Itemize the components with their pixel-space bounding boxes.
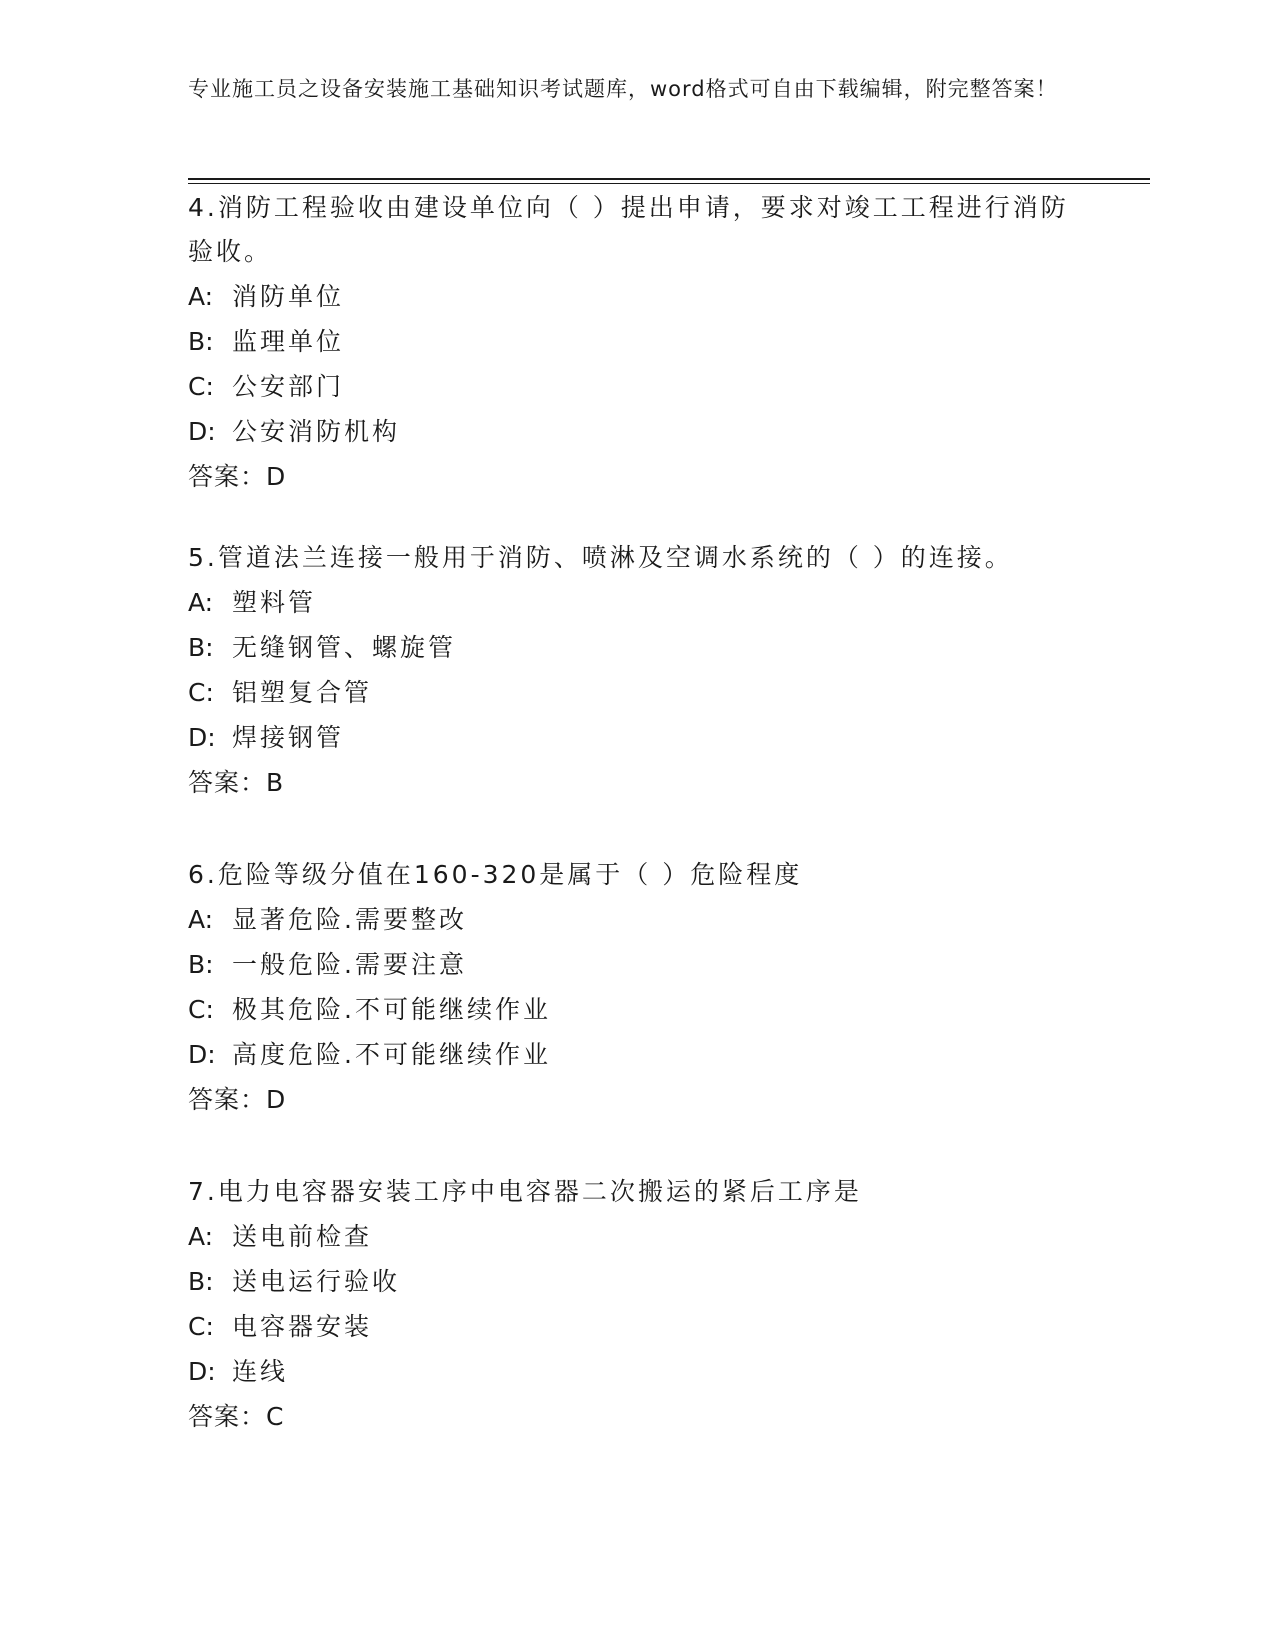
option-letter: C: [188,372,214,401]
option-letter: A: [188,1222,214,1251]
option-a [188,274,1088,319]
question-7 [188,1170,1088,1440]
answer-line: 答案：D [188,1085,287,1114]
option-b [188,625,1088,670]
option-b [188,319,1088,364]
header-divider-thick [188,178,1150,180]
option-letter: D: [188,417,216,446]
option-a [188,580,1088,625]
option-letter: A: [188,905,214,934]
option-d [188,715,1088,760]
question-stem: 7.电力电容器安装工序中电容器二次搬运的紧后工序是 [188,1177,862,1206]
option-text: 公安部门 [232,372,345,401]
question-stem: 6.危险等级分值在160-320是属于（ ）危险程度 [188,860,803,889]
option-text: 监理单位 [232,327,345,356]
option-text: 无缝钢管、螺旋管 [232,633,457,662]
option-letter: D: [188,723,216,752]
option-letter: B: [188,1267,214,1296]
option-letter: A: [188,588,214,617]
option-b [188,942,1088,987]
option-d [188,1349,1088,1394]
option-letter: C: [188,678,214,707]
option-d [188,409,1088,454]
option-text: 送电前检查 [232,1222,373,1251]
option-letter: C: [188,1312,214,1341]
option-text: 电容器安装 [232,1312,373,1341]
question-stem: 5.管道法兰连接一般用于消防、喷淋及空调水系统的（ ）的连接。 [188,543,1013,572]
option-text: 公安消防机构 [232,417,401,446]
option-a [188,1214,1088,1259]
option-a [188,897,1088,942]
option-text: 焊接钢管 [232,723,345,752]
question-4 [188,186,1088,500]
option-c [188,364,1088,409]
option-c [188,670,1088,715]
option-letter: C: [188,995,214,1024]
option-letter: D: [188,1040,216,1069]
answer-line: 答案：B [188,768,285,797]
option-text: 铝塑复合管 [232,678,373,707]
option-text: 显著危险.需要整改 [232,905,467,934]
answer-line: 答案：D [188,462,287,491]
option-text: 一般危险.需要注意 [232,950,467,979]
option-c [188,1304,1088,1349]
option-text: 塑料管 [232,588,317,617]
document-header: 专业施工员之设备安装施工基础知识考试题库，word格式可自由下载编辑，附完整答案！ [188,77,1058,101]
option-letter: D: [188,1357,216,1386]
answer-line: 答案：C [188,1402,285,1431]
question-5 [188,536,1088,806]
option-letter: B: [188,633,214,662]
option-b [188,1259,1088,1304]
option-text: 连线 [232,1357,289,1386]
option-text: 送电运行验收 [232,1267,401,1296]
option-letter: B: [188,950,214,979]
option-text: 消防单位 [232,282,345,311]
option-c [188,987,1088,1032]
option-text: 高度危险.不可能继续作业 [232,1040,551,1069]
question-stem: 4.消防工程验收由建设单位向（ ）提出申请，要求对竣工工程进行消防验收。 [188,193,1069,266]
question-6 [188,853,1088,1123]
option-d [188,1032,1088,1077]
option-letter: A: [188,282,214,311]
option-text: 极其危险.不可能继续作业 [232,995,551,1024]
header-divider-thin [188,183,1150,184]
option-letter: B: [188,327,214,356]
